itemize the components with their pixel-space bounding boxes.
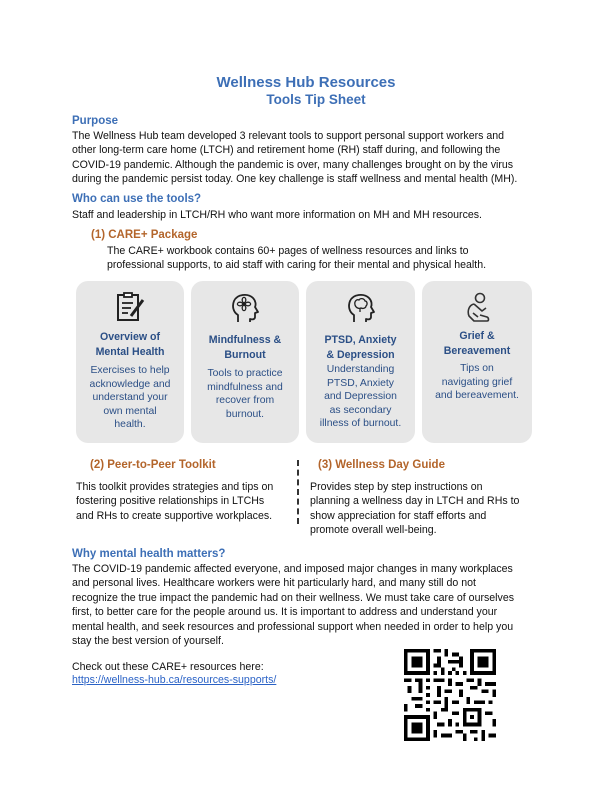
wellness-day-line: Provides step by step instructions on bbox=[310, 481, 483, 493]
card-title-line: Burnout bbox=[224, 348, 266, 361]
card-description bbox=[197, 367, 293, 421]
card-desc-line: as secondary bbox=[329, 404, 392, 416]
who-heading: Who can use the tools? bbox=[72, 193, 202, 205]
why-line: stay the best version of yourself. bbox=[72, 635, 224, 648]
card-desc-line: and Depression bbox=[324, 391, 397, 403]
card-desc-line: Exercises to help bbox=[90, 365, 170, 376]
qr-code bbox=[404, 649, 496, 741]
why-text bbox=[72, 562, 582, 648]
peer-toolkit-line: This toolkit provides strategies and tips on bbox=[76, 481, 274, 493]
purpose-line: The Wellness Hub team developed 3 relevant tools to support personal support workers and bbox=[72, 130, 505, 142]
purpose-heading: Purpose bbox=[72, 115, 119, 127]
purpose-line: other long-term care home (LTCH) and retirement home (RH) staff during, and following the bbox=[72, 144, 501, 157]
card-title-line: PTSD, Anxiety bbox=[324, 334, 397, 346]
page-subtitle: Tools Tip Sheet bbox=[266, 92, 366, 107]
care-package-line: professional supports, to aid staff with caring for their mental and physical health. bbox=[107, 259, 487, 272]
resources-link[interactable]: https://wellness-hub.ca/resources-supports/ bbox=[72, 674, 277, 686]
card-desc-line: and bereavement. bbox=[435, 390, 519, 402]
card-desc-line: Tools to practice bbox=[207, 368, 283, 379]
who-text: Staff and leadership in LTCH/RH who want more information on MH and MH resources. bbox=[72, 209, 483, 221]
head-flower-icon bbox=[228, 291, 262, 325]
why-line: recognize the true impact the pandemic had on their wellness. We must take care of ourselves bbox=[72, 591, 515, 604]
wellness-day-line: show appreciation for staff efforts and bbox=[310, 509, 487, 522]
card-desc-line: illness of burnout. bbox=[319, 418, 402, 430]
card-title-line: Grief & bbox=[459, 330, 495, 342]
card-title-line: Mental Health bbox=[95, 345, 165, 358]
card-description bbox=[312, 363, 409, 431]
why-line: first, to better care for the people around us. It is important to address and understand your bbox=[72, 606, 498, 619]
card-description bbox=[82, 364, 178, 432]
card-desc-line: Tips on bbox=[460, 363, 494, 374]
card-desc-line: understand your bbox=[92, 392, 168, 404]
why-line: The COVID-19 pandemic affected everyone, and imposed major changes in many workplaces bbox=[72, 563, 513, 575]
card-title-line: Bereavement bbox=[443, 344, 511, 357]
card-desc-line: own mental bbox=[103, 405, 157, 417]
page-title: Wellness Hub Resources bbox=[216, 74, 396, 91]
card-title-line: Mindfulness & bbox=[208, 334, 282, 346]
card-desc-line: acknowledge and bbox=[89, 378, 171, 390]
card-desc-line: Understanding bbox=[326, 364, 395, 375]
card-desc-line: navigating grief bbox=[441, 376, 513, 388]
purpose-line: COVID-19 pandemic. Although the pandemic is over, many challenges brought on by the virus bbox=[72, 158, 514, 171]
card-title-line: Overview of bbox=[99, 331, 161, 343]
card-title bbox=[426, 329, 528, 358]
card-title bbox=[310, 333, 411, 362]
purpose-line: during the pandemic persist today. One key challenge is staff wellness and mental health (MH). bbox=[72, 173, 518, 186]
card-ptsd bbox=[306, 281, 415, 443]
care-package-text bbox=[107, 244, 486, 273]
card-desc-line: mindfulness and bbox=[207, 381, 283, 393]
peer-toolkit-line: fostering positive relationships in LTCHs bbox=[76, 495, 265, 508]
why-line: and personal lives. Healthcare workers were hit particularly hard, and many still do not bbox=[72, 577, 476, 590]
clipboard-pencil-icon bbox=[113, 291, 147, 325]
card-title bbox=[195, 333, 295, 362]
care-package-heading: (1) CARE+ Package bbox=[91, 229, 198, 241]
section-divider bbox=[297, 460, 299, 524]
card-desc-line: recover from bbox=[215, 395, 275, 407]
card-desc-line: PTSD, Anxiety bbox=[327, 377, 394, 389]
card-title bbox=[80, 330, 180, 359]
footer-text: Check out these CARE+ resources here: bbox=[72, 661, 264, 673]
peer-toolkit-text bbox=[76, 480, 273, 523]
card-title-line: & Depression bbox=[326, 348, 395, 361]
card-desc-line: health. bbox=[114, 419, 146, 431]
card-mental-health bbox=[76, 281, 184, 443]
wellness-day-line: promote overall well-being. bbox=[310, 524, 437, 537]
card-description bbox=[428, 362, 526, 403]
card-grief bbox=[422, 281, 532, 443]
head-brain-icon bbox=[344, 291, 378, 325]
why-heading: Why mental health matters? bbox=[72, 548, 226, 560]
care-package-line: The CARE+ workbook contains 60+ pages of wellness resources and links to bbox=[107, 245, 469, 257]
card-desc-line: burnout. bbox=[225, 408, 265, 420]
peer-toolkit-heading: (2) Peer-to-Peer Toolkit bbox=[90, 459, 216, 471]
wellness-day-heading: (3) Wellness Day Guide bbox=[318, 459, 445, 471]
card-mindfulness bbox=[191, 281, 299, 443]
grieving-person-icon bbox=[460, 291, 494, 325]
purpose-text bbox=[72, 129, 572, 187]
peer-toolkit-line: and RHs to create supportive workplaces. bbox=[76, 509, 273, 522]
wellness-day-line: planning a wellness day in LTCH and RHs to bbox=[310, 495, 520, 508]
why-line: mental health, and seek resources and professional support when needed in order to help you bbox=[72, 620, 514, 633]
wellness-day-text bbox=[310, 480, 519, 538]
